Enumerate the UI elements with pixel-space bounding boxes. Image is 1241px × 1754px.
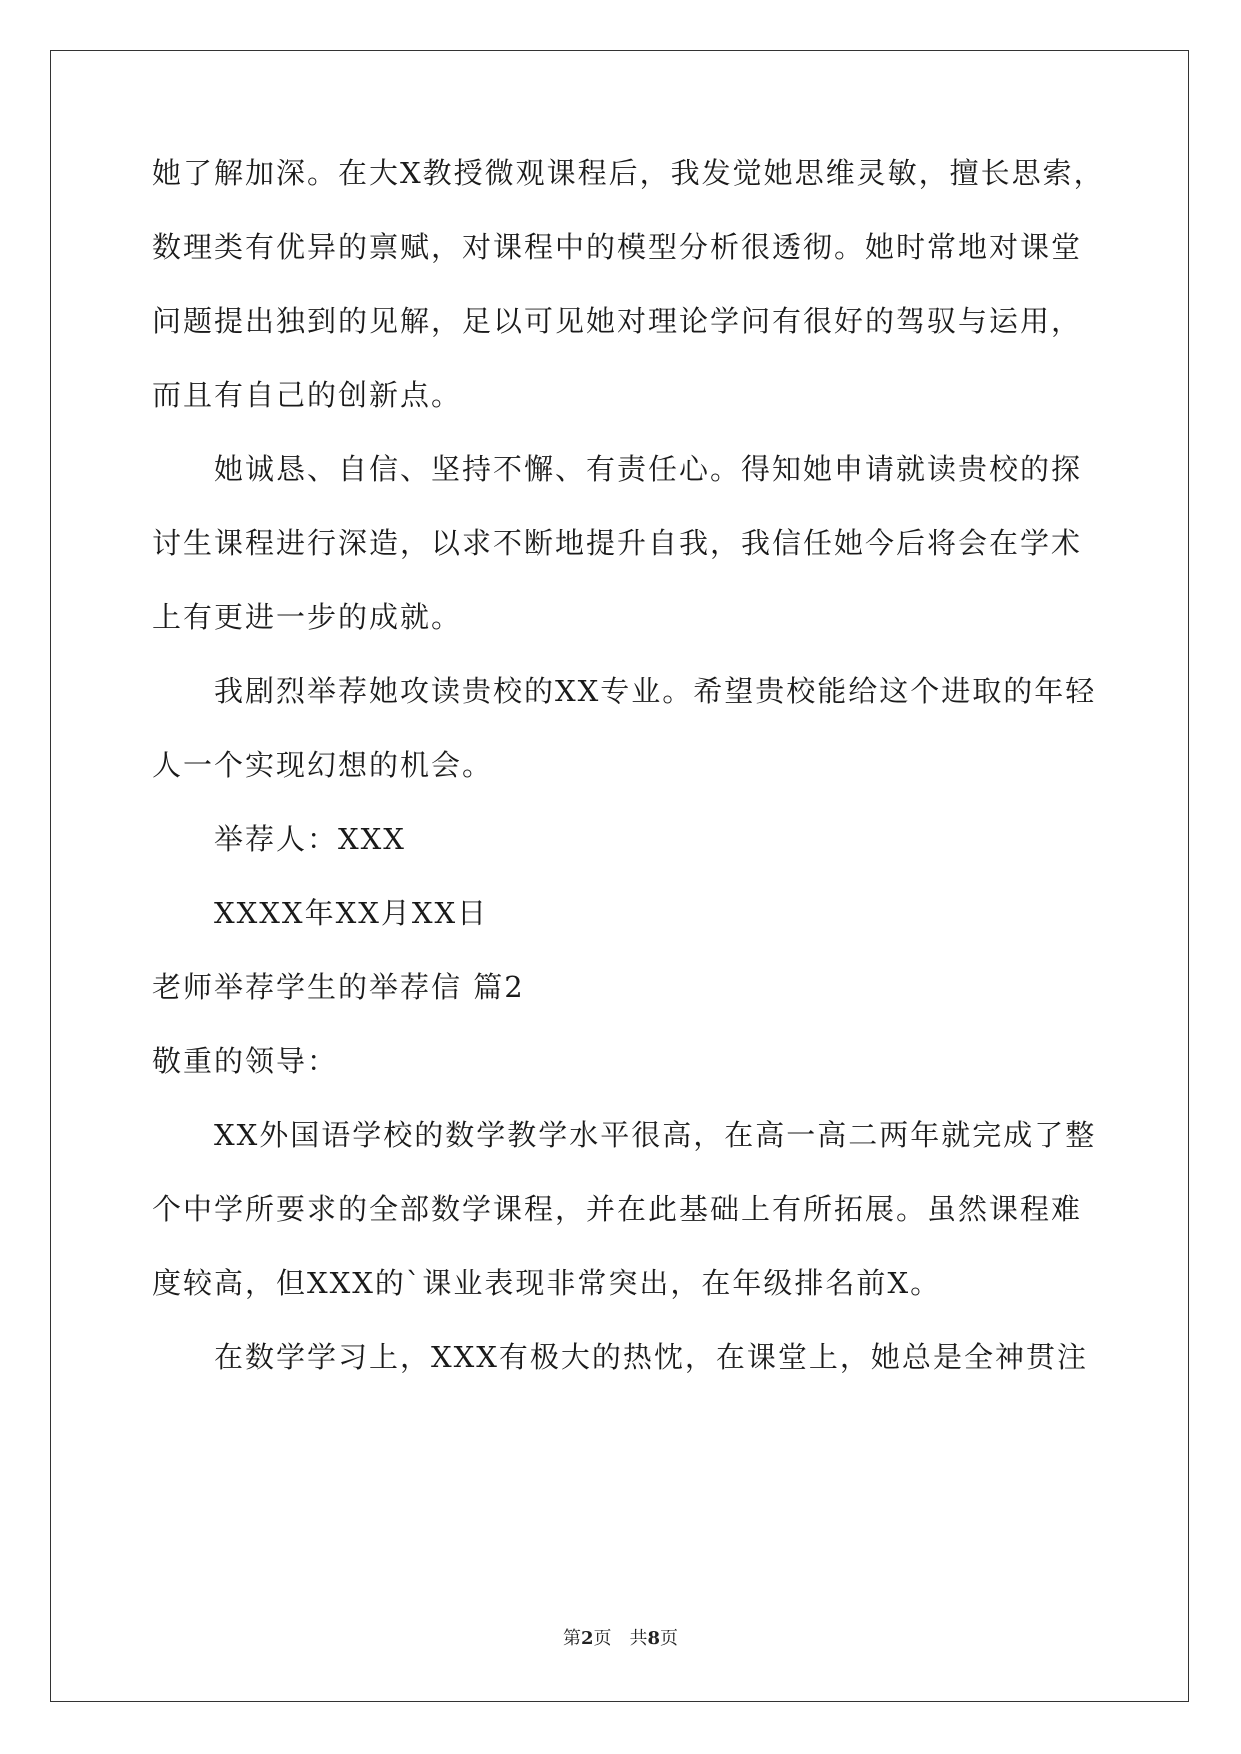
salutation: 敬重的领导： <box>152 1044 339 1078</box>
footer-page-suffix: 页 <box>593 1628 612 1649</box>
letter-date: XXXX年XX月XX日 <box>214 896 489 930</box>
page-footer <box>0 1627 1241 1651</box>
footer-prefix: 第 <box>562 1628 581 1649</box>
body-line: 讨生课程进行深造，以求不断地提升自我，我信任她今后将会在学术 <box>152 526 1083 560</box>
paragraph-start-line: 她诚恳、自信、坚持不懈、有责任心。得知她申请就读贵校的探 <box>214 452 1083 486</box>
body-line: 她了解加深。在大X教授微观课程后，我发觉她思维灵敏，擅长思索， <box>152 156 1105 190</box>
paragraph-start-line: 我剧烈举荐她攻读贵校的XX专业。希望贵校能给这个进取的年轻 <box>214 674 1097 708</box>
recommender-signature: 举荐人：XXX <box>214 822 406 856</box>
paragraph-start-line: 在数学学习上，XXX有极大的热忱，在课堂上，她总是全神贯注 <box>214 1340 1088 1374</box>
body-line: 问题提出独到的见解，足以可见她对理论学问有很好的驾驭与运用， <box>152 304 1083 338</box>
body-line: 上有更进一步的成就。 <box>152 600 463 634</box>
body-line: 度较高，但XXX的`课业表现非常突出，在年级排名前X。 <box>152 1266 942 1300</box>
paragraph-start-line: XX外国语学校的数学教学水平很高，在高一高二两年就完成了整 <box>214 1118 1097 1152</box>
current-page-number: 2 <box>580 1628 594 1649</box>
body-line: 而且有自己的创新点。 <box>152 378 463 412</box>
body-line: 数理类有优异的禀赋，对课程中的模型分析很透彻。她时常地对课堂 <box>152 230 1083 264</box>
footer-total-suffix: 页 <box>660 1628 679 1649</box>
footer-total-prefix: 共 <box>629 1628 648 1649</box>
total-pages-number: 8 <box>647 1628 661 1649</box>
body-line: 个中学所要求的全部数学课程，并在此基础上有所拓展。虽然课程难 <box>152 1192 1083 1226</box>
page-border <box>50 50 1189 1702</box>
body-line: 人一个实现幻想的机会。 <box>152 748 494 782</box>
section-heading: 老师举荐学生的举荐信 篇2 <box>152 970 525 1004</box>
